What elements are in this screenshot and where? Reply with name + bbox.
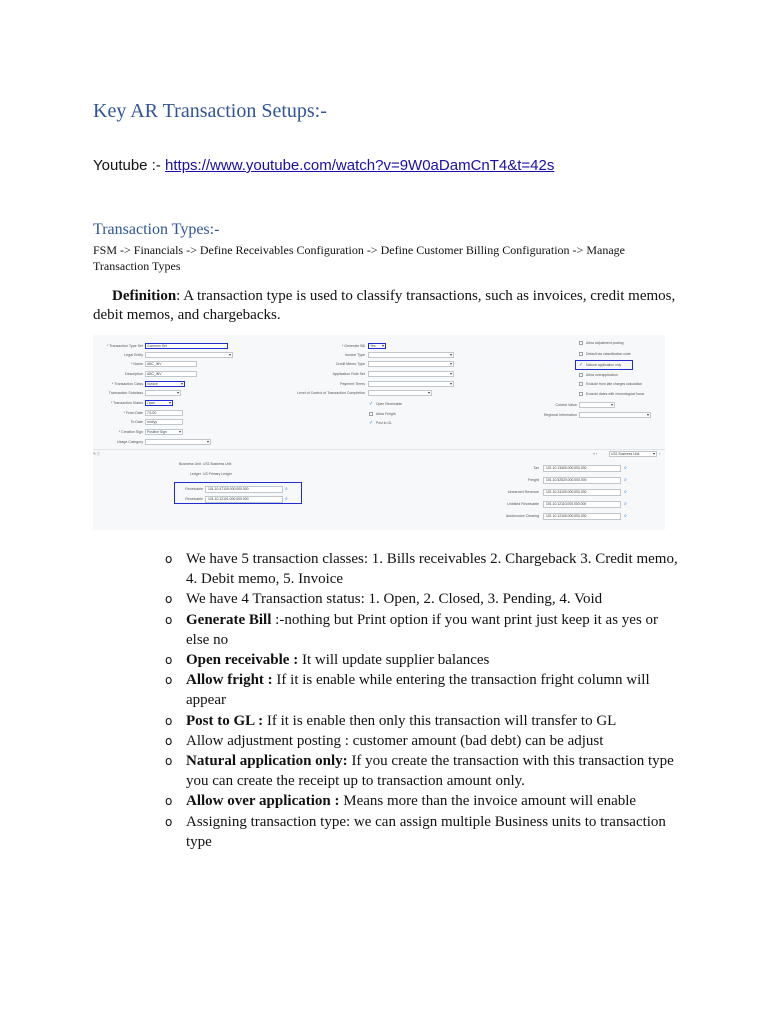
left-field-label: * Transaction Status [110, 401, 143, 405]
left-field-label: Transaction Subclass [108, 391, 143, 395]
accounts-separator [93, 449, 665, 450]
mid-field-input[interactable] [368, 390, 432, 396]
right-field-input[interactable] [579, 412, 651, 418]
mid-checkbox-label: Allow Freight [376, 411, 396, 416]
right-checkbox-label: Allow overapplication [586, 372, 618, 377]
definition-paragraph [93, 287, 693, 325]
right-field-input[interactable] [579, 402, 615, 408]
right-account-label: AutoInvoice Clearing [505, 514, 539, 518]
left-field-label: * Name [131, 362, 143, 366]
right-field-label: Regional Information [543, 413, 577, 417]
bullet-list [165, 549, 685, 852]
left-field-input[interactable] [145, 352, 233, 358]
left-field-label: Usage Category [117, 440, 143, 444]
bullet-item [165, 589, 685, 609]
bullet-item [165, 650, 685, 670]
bullet-term: Generate Bill [186, 611, 272, 628]
mid-checkbox-label: Post to GL [376, 420, 393, 425]
bu-label: Business Unit [179, 462, 201, 466]
mid-field-label: Level of Control of Transaction Completion [297, 391, 365, 395]
bullet-text: If it is enable while entering the transaction fright column will appear [186, 672, 650, 709]
mid-field-label: * Generate Bill [341, 344, 365, 348]
bullet-marker: o [165, 814, 173, 829]
search-icon[interactable]: ⌕ [624, 477, 627, 483]
transaction-type-screenshot [93, 335, 665, 530]
right-checkbox[interactable] [579, 392, 583, 396]
left-field-input[interactable]: 7/1/20 [145, 410, 183, 416]
mid-checkbox[interactable]: ✓ [369, 420, 374, 426]
mid-field-label: Payment Terms [340, 382, 365, 386]
mid-field-input[interactable] [368, 381, 454, 387]
mid-field-label: Invoice Type [344, 353, 365, 357]
search-icon[interactable]: ⌕ [285, 486, 288, 492]
bullet-marker: o [165, 552, 173, 566]
pager-arrows[interactable]: « ‹ [593, 452, 597, 456]
bullet-text: :-nothing but Print option if you want print just keep it as yes or else no [186, 611, 659, 648]
left-field-input[interactable]: Common Set [145, 343, 228, 349]
left-field-label: Legal Entity [124, 353, 143, 357]
bullet-marker: o [165, 713, 173, 728]
left-account-label: Receivable [185, 487, 203, 491]
bu-label: Ledger [189, 472, 201, 476]
bullet-marker: o [165, 794, 173, 809]
left-field-label: * Transaction Class [112, 382, 143, 386]
mid-field-label: Credit Memo Type [335, 362, 365, 366]
bullet-item [165, 549, 685, 589]
youtube-label: Youtube :- [93, 157, 166, 174]
definition-label: Definition [112, 288, 177, 304]
left-field-input[interactable]: Open ▾ [145, 400, 173, 406]
right-checkbox-label: Allow adjustment posting [586, 340, 624, 345]
right-checkbox-label: Default tax classification code [586, 351, 631, 356]
left-field-input[interactable]: Positive Sign ▾ [145, 429, 183, 435]
youtube-link[interactable]: https://www.youtube.com/watch?v=9W0aDamCnT4&t=42s [165, 157, 555, 174]
mid-field-input[interactable] [368, 352, 454, 358]
bullet-term: Natural application only: [186, 753, 348, 770]
right-checkbox[interactable] [579, 341, 583, 345]
bullet-marker: o [165, 754, 173, 769]
page-title: Key AR Transaction Setups:- [93, 100, 327, 122]
right-field-label: Control Value [555, 403, 577, 407]
bullet-text: We have 5 transaction classes: 1. Bills receivables 2. Chargeback 3. Credit memo, 4. Debit memo, 5. Invoice [186, 551, 678, 588]
left-field-input[interactable]: m/d/yy [145, 419, 183, 425]
bullet-item [165, 731, 685, 751]
left-field-label: To Date [130, 420, 143, 424]
search-icon[interactable]: ⌕ [624, 513, 627, 519]
search-icon[interactable]: ⌕ [285, 496, 288, 502]
left-field-input[interactable]: ABC_INV [145, 371, 197, 377]
mid-field-label: Application Rule Set [332, 372, 365, 376]
left-field-label: Description [125, 372, 143, 376]
bullet-term: Post to GL : [186, 712, 264, 729]
bullet-text: We have 4 Transaction status: 1. Open, 2. Closed, 3. Pending, 4. Void [186, 591, 603, 608]
bullet-marker: o [165, 673, 173, 688]
navigation-path: FSM -> Financials -> Define Receivables Configuration -> Define Customer Billing Configuration -> Manage Transaction Types [93, 243, 625, 273]
right-account-label: Tax [533, 466, 539, 470]
left-field-input[interactable] [145, 390, 181, 396]
bullet-item [165, 711, 685, 731]
right-checkbox-label: Exclude dates with chronological focus [586, 391, 645, 396]
right-account-label: Unbilled Receivable [507, 502, 539, 506]
left-field-label: * From Date [123, 411, 143, 415]
mid-field-input[interactable]: Yes ▾ [368, 343, 386, 349]
right-checkbox[interactable] [579, 373, 583, 377]
right-account-input[interactable]: 101.10.13400.000.000.000 [543, 465, 621, 472]
right-checkbox-label: Natural application only [586, 362, 622, 367]
bullet-text: Means more than the invoice amount will enable [339, 793, 637, 810]
search-icon[interactable]: ⌕ [624, 465, 627, 471]
bullet-term: Open receivable : [186, 652, 299, 669]
bullet-text: It will update supplier balances [298, 652, 490, 669]
mid-checkbox[interactable] [369, 412, 373, 416]
bullet-text: Allow adjustment posting : customer amount (bad debt) can be adjust [186, 732, 604, 749]
right-checkbox[interactable] [579, 352, 583, 356]
right-checkbox[interactable] [579, 382, 583, 386]
left-field-input[interactable] [145, 439, 211, 445]
bullet-item [165, 791, 685, 811]
right-checkbox-label: Exclude from late charges calculation [586, 381, 643, 386]
mid-field-input[interactable] [368, 371, 454, 377]
right-account-input[interactable]: 101.10.12110.000.000.000 [543, 501, 621, 508]
natural-application-highlight [575, 360, 633, 370]
bullet-text: Assigning transaction type: we can assign multiple Business units to transaction type [186, 813, 666, 850]
bullet-item [165, 610, 685, 650]
bullet-marker: o [165, 592, 173, 607]
right-account-input[interactable]: 101.10.12100.000.000.000 [543, 513, 621, 520]
bullet-item [165, 812, 685, 852]
right-account-label: Freight [527, 478, 539, 482]
bullet-term: Allow over application : [186, 793, 340, 810]
left-account-label: Receivable [185, 497, 203, 501]
bullet-term: Allow fright : [186, 672, 273, 689]
left-account-input[interactable]: 101.10.47100.000.000.000 [205, 486, 283, 493]
bu-value: US Primary Ledger [203, 472, 232, 476]
bullet-marker: o [165, 733, 173, 748]
bullet-marker: o [165, 612, 173, 627]
business-unit-select[interactable]: US1 Business Unit ▾ [609, 451, 657, 457]
right-account-input[interactable]: 101.10.24100.000.000.000 [543, 489, 621, 496]
mid-field-input[interactable] [368, 361, 454, 367]
left-account-input[interactable]: 101.10.12101.000.000.000 [205, 496, 283, 503]
left-field-label: * Creation Sign [118, 430, 143, 434]
accounts-toolbar-icons[interactable]: ✎ ⓘ [93, 452, 101, 456]
bullet-text: If it is enable then only this transaction will transfer to GL [263, 712, 617, 729]
mid-checkbox-label: Open Receivable [376, 401, 403, 406]
search-icon[interactable]: ⌕ [624, 501, 627, 507]
right-checkbox[interactable]: ✓ [579, 362, 584, 368]
search-icon[interactable]: ⌕ [624, 489, 627, 495]
right-account-label: Unearned Revenue [507, 490, 539, 494]
mid-checkbox[interactable]: ✓ [369, 401, 374, 407]
pager-next[interactable]: › [659, 452, 661, 456]
left-field-label: * Transaction Type Set [106, 344, 143, 348]
youtube-line [93, 157, 554, 174]
bullet-item [165, 670, 685, 710]
right-account-input[interactable]: 101.10.52520.000.000.000 [543, 477, 621, 484]
section-title: Transaction Types:- [93, 221, 220, 238]
bullet-marker: o [165, 653, 173, 668]
left-field-input[interactable]: Invoice ▾ [145, 381, 185, 387]
bullet-item [165, 751, 685, 791]
bu-value: US1 Business Unit [203, 462, 232, 466]
bullet-text: If you create the transaction with this transaction type you can create the receipt up to transaction amount only. [186, 753, 674, 790]
definition-text: : A transaction type is used to classify transactions, such as invoices, credit memos, debit memos, and chargebacks. [93, 288, 676, 323]
left-field-input[interactable]: ABC_INV [145, 361, 197, 367]
